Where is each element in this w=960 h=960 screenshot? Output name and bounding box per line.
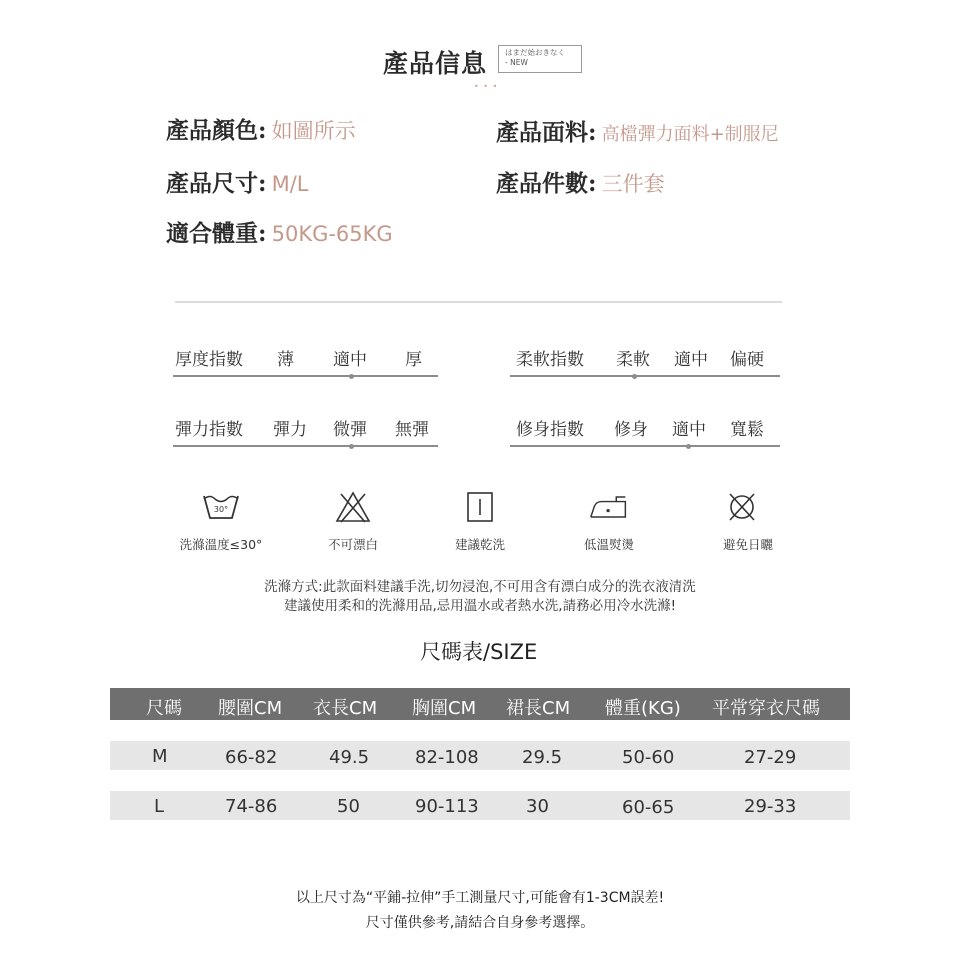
fit-option-slim: 修身: [614, 420, 648, 440]
product-size-value: M/L: [271, 172, 309, 196]
size-table-title: 尺碼表/SIZE: [420, 640, 538, 664]
softness-option-soft: 柔軟: [616, 350, 650, 370]
footer-note-line-1: 以上尺寸為“平鋪-拉伸”手工測量尺寸,可能會有1-3CM誤差!: [295, 890, 665, 906]
bleach-label: 不可漂白: [327, 537, 378, 552]
thickness-index: [173, 345, 438, 381]
thickness-option-medium: 適中: [333, 350, 367, 370]
low-iron-icon: [589, 490, 629, 524]
tag-line-2: - NEW: [505, 58, 528, 67]
wash-note-line-2: 建議使用柔和的洗滌用品,忌用溫水或者熱水洗,請務必用冷水洗滌!: [284, 598, 676, 614]
product-pieces-value: 三件套: [601, 172, 665, 196]
product-size-label: 產品尺寸:: [166, 170, 267, 197]
no-bleach-icon: [333, 490, 373, 524]
softness-marker: [632, 374, 637, 379]
softness-option-hard: 偏硬: [730, 350, 764, 370]
fit-label: 修身指數: [516, 420, 584, 440]
thickness-option-thick: 厚: [405, 350, 422, 370]
divider: [175, 301, 782, 303]
softness-label: 柔軟指數: [516, 350, 584, 370]
wash-note-line-1: 洗滌方式:此款面料建議手洗,切勿浸泡,不可用含有漂白成分的洗衣液清洗: [264, 579, 696, 595]
dry-clean-icon: [460, 490, 500, 524]
wash-label: 洗滌溫度≤30°: [179, 537, 263, 552]
product-fabric-value: 高檔彈力面料+制服尼: [601, 124, 779, 145]
product-size: [166, 165, 309, 198]
product-weight-label: 適合體重:: [166, 220, 267, 247]
table-cell: L: [154, 796, 165, 817]
header-waist: 腰圍CM: [218, 698, 283, 719]
table-cell: 82-108: [415, 747, 479, 768]
elasticity-option-elastic: 彈力: [273, 420, 307, 440]
product-fabric: [496, 114, 779, 147]
table-row: [110, 791, 850, 820]
table-cell: 74-86: [225, 796, 278, 817]
fit-index: [510, 415, 780, 451]
table-cell: M: [152, 746, 168, 767]
sun-label: 避免日曬: [722, 537, 773, 552]
thickness-marker: [349, 374, 354, 379]
table-row: [110, 741, 850, 770]
table-cell: 50-60: [622, 747, 675, 768]
product-pieces-label: 產品件數:: [496, 170, 597, 197]
table-cell: 29.5: [522, 747, 563, 768]
product-color-value: 如圖所示: [271, 119, 356, 143]
elasticity-scale-line: [173, 445, 438, 447]
elasticity-index: [173, 415, 438, 451]
table-cell: 49.5: [329, 747, 370, 768]
product-weight-value: 50KG-65KG: [271, 222, 393, 246]
thickness-scale-line: [173, 375, 438, 377]
table-cell: 50: [337, 796, 360, 817]
softness-scale-line: [510, 375, 780, 377]
no-sun-icon: [722, 490, 762, 524]
product-color-label: 產品顏色:: [166, 117, 267, 144]
table-cell: 60-65: [622, 797, 675, 818]
title-dots: • • •: [474, 82, 499, 91]
header-weight: 體重(KG): [605, 698, 681, 719]
thickness-label: 厚度指數: [175, 350, 243, 370]
wash-temp-text: 30°: [213, 505, 229, 514]
softness-index: [510, 345, 780, 381]
footer-note-line-2: 尺寸僅供參考,請結合自身參考選擇。: [365, 915, 595, 931]
header-chest: 胸圍CM: [412, 698, 477, 719]
product-fabric-label: 產品面料:: [496, 119, 597, 146]
table-cell: 30: [526, 796, 549, 817]
fit-option-loose: 寬鬆: [730, 420, 764, 440]
elasticity-option-none: 無彈: [395, 420, 429, 440]
header-usual-size: 平常穿衣尺碼: [712, 698, 820, 719]
product-color: [166, 112, 356, 145]
fit-scale-line: [510, 445, 780, 447]
header-skirt-length: 裙長CM: [506, 698, 571, 719]
tag-line-1: はまだ始おきなく: [505, 48, 565, 57]
product-weight: [166, 215, 393, 248]
elasticity-option-slight: 微彈: [333, 420, 367, 440]
elasticity-marker: [349, 444, 354, 449]
table-cell: 27-29: [744, 747, 797, 768]
thickness-option-thin: 薄: [277, 350, 294, 370]
new-tag: [498, 45, 582, 73]
table-cell: 90-113: [415, 796, 479, 817]
softness-option-medium: 適中: [674, 350, 708, 370]
fit-marker: [686, 444, 691, 449]
header-length: 衣長CM: [313, 698, 378, 719]
table-cell: 66-82: [225, 747, 278, 768]
product-pieces: [496, 165, 665, 198]
fit-option-medium: 適中: [672, 420, 706, 440]
section-title: 產品信息: [383, 49, 488, 78]
table-cell: 29-33: [744, 796, 797, 817]
header-size: 尺碼: [146, 698, 182, 719]
elasticity-label: 彈力指數: [175, 420, 243, 440]
wash-30-icon: [201, 490, 241, 524]
iron-label: 低溫熨燙: [583, 537, 634, 552]
dry-label: 建議乾洗: [454, 537, 505, 552]
